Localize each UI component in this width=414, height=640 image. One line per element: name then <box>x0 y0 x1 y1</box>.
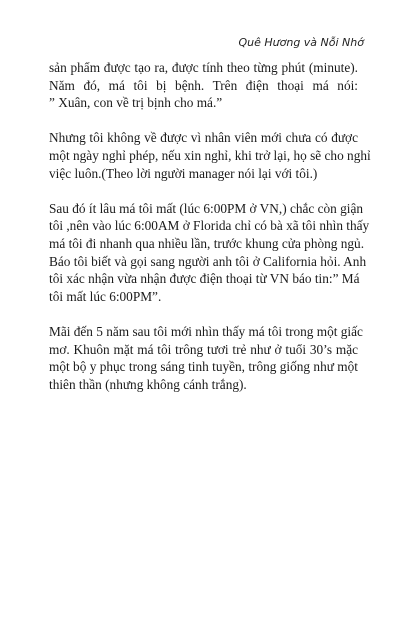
text-line: má tôi đi nhanh qua nhiều lần, trước khung cửa phòng ngủ. <box>49 235 365 251</box>
text-line: tôi mất lúc 6:00PM”. <box>49 288 162 304</box>
running-header: Quê Hương và Nỗi Nhớ <box>238 36 364 49</box>
text-line: Năm đó, má tôi bị bệnh. Trên điện thoại má nói: <box>49 77 358 93</box>
text-line: Nhưng tôi không về được vì nhân viên mới chưa có được <box>49 130 358 146</box>
text-line: mơ. Khuôn mặt má tôi trông tươi trẻ như ở tuổi 30’s mặc <box>49 341 358 357</box>
text-line: Báo tôi biết và gọi sang người anh tôi ở California hỏi. Anh <box>49 253 367 269</box>
text-line: Mãi đến 5 năm sau tôi mới nhìn thấy má tôi trong một giấc <box>49 323 363 339</box>
text-line: ” Xuân, con về trị bịnh cho má.” <box>49 95 223 111</box>
paragraph-4 <box>49 323 363 393</box>
text-line: thiên thần (nhưng không cánh trắng). <box>49 376 247 392</box>
text-line: việc luôn.(Theo lời người manager nói lại với tôi.) <box>49 165 318 181</box>
text-line: một bộ y phục trong sáng tinh tuyền, trông giống như một <box>49 359 358 375</box>
paragraph-2 <box>49 129 371 182</box>
text-line: tôi xác nhận vừa nhận được điện thoại từ VN báo tin:” Má <box>49 271 360 287</box>
text-line: sản phẩm được tạo ra, được tính theo từng phút (minute). <box>49 60 358 75</box>
page-body <box>49 59 371 411</box>
text-line: tôi ,nên vào lúc 6:00AM ở Florida chỉ có bà xã tôi nhìn thấy <box>49 218 370 234</box>
text-line: Sau đó ít lâu má tôi mất (lúc 6:00PM ở VN,) chắc còn giận <box>49 200 364 216</box>
paragraph-3 <box>49 200 370 306</box>
text-line: một ngày nghỉ phép, nếu xin nghỉ, khi trở lại, họ sẽ cho nghỉ <box>49 147 371 163</box>
paragraph-1 <box>49 59 358 112</box>
